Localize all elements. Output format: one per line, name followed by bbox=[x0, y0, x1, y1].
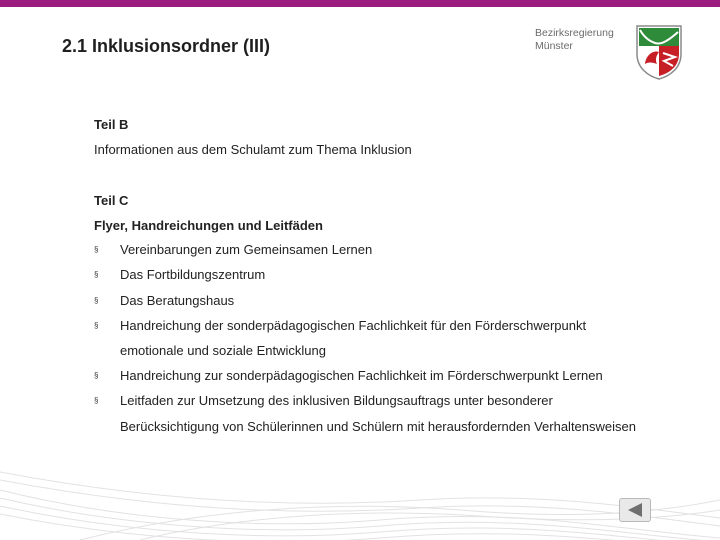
teil-b-heading: Teil B bbox=[94, 117, 129, 132]
bullet-icon: § bbox=[94, 296, 99, 305]
back-button[interactable] bbox=[619, 498, 651, 522]
list-item-text-continued: Berücksichtigung von Schülerinnen und Schülern mit herausfordernden Verhaltensweisen bbox=[120, 419, 636, 434]
teil-c-subheading: Flyer, Handreichungen und Leitfäden bbox=[94, 218, 323, 233]
list-item-text: Handreichung zur sonderpädagogischen Fachlichkeit im Förderschwerpunkt Lernen bbox=[120, 368, 603, 383]
logo-line-1: Bezirksregierung bbox=[535, 27, 614, 39]
logo-text bbox=[535, 27, 614, 53]
bullet-icon: § bbox=[94, 396, 99, 405]
nrw-crest-icon bbox=[631, 24, 687, 80]
list-item-text: Leitfaden zur Umsetzung des inklusiven Bildungsauftrags unter besonderer bbox=[120, 393, 553, 408]
bullet-icon: § bbox=[94, 245, 99, 254]
bullet-icon: § bbox=[94, 270, 99, 279]
teil-c-heading: Teil C bbox=[94, 193, 129, 208]
list-item-text: Das Beratungshaus bbox=[120, 293, 235, 308]
teil-b-text: Informationen aus dem Schulamt zum Thema Inklusion bbox=[94, 142, 412, 157]
decorative-waves bbox=[0, 450, 720, 540]
bullet-icon: § bbox=[94, 371, 99, 380]
top-accent-bar bbox=[0, 0, 720, 7]
slide-title: 2.1 Inklusionsordner (III) bbox=[62, 36, 271, 56]
list-item-text-continued: emotionale und soziale Entwicklung bbox=[120, 343, 326, 358]
back-arrow-icon bbox=[620, 499, 650, 521]
logo-line-2: Münster bbox=[535, 40, 573, 52]
list-item-text: Handreichung der sonderpädagogischen Fachlichkeit für den Förderschwerpunkt bbox=[120, 318, 587, 333]
list-item-text: Das Fortbildungszentrum bbox=[120, 267, 266, 282]
bullet-icon: § bbox=[94, 321, 99, 330]
list-item-text: Vereinbarungen zum Gemeinsamen Lernen bbox=[120, 242, 373, 257]
